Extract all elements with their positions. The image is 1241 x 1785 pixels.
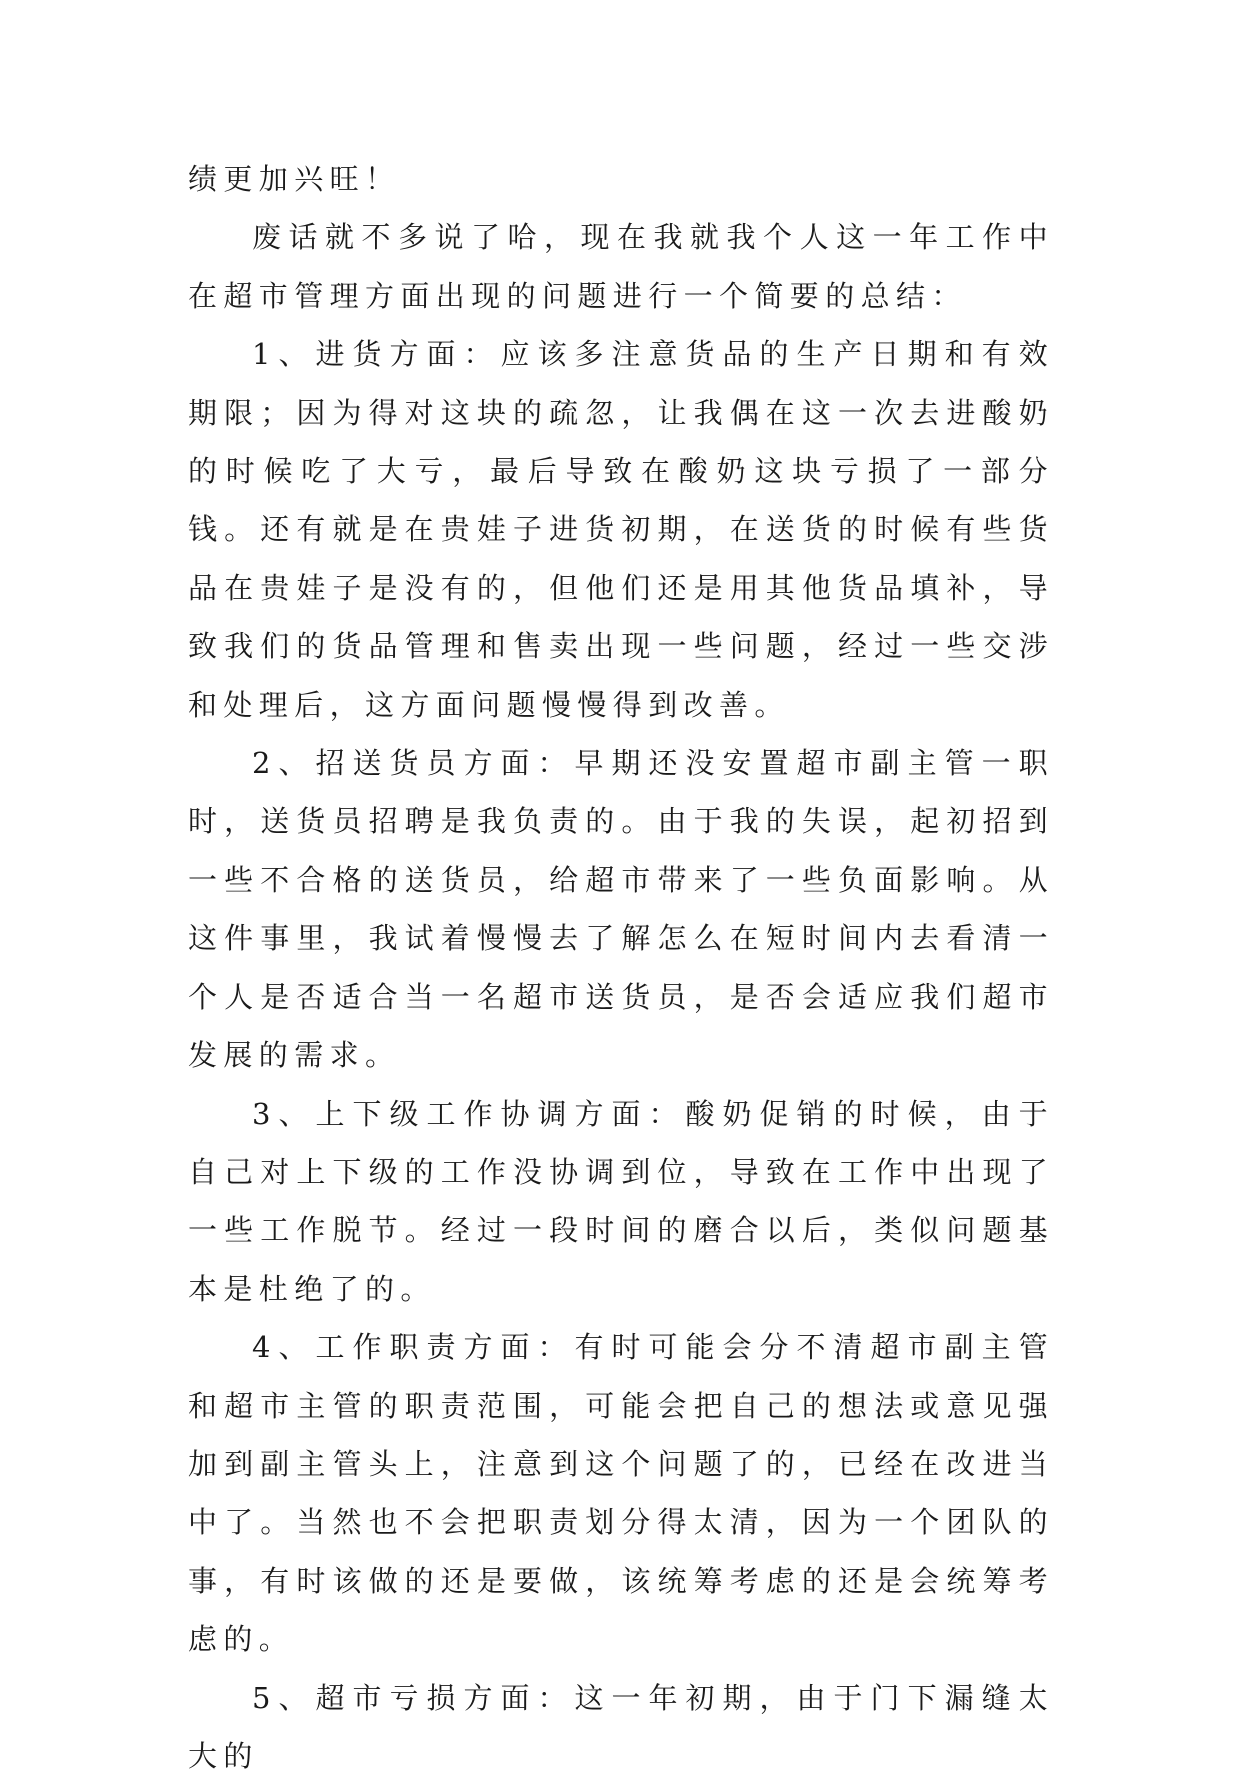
paragraph-2: 1、进货方面：应该多注意货品的生产日期和有效期限；因为得对这块的疏忽，让我偶在这一次去进酸奶的时候吃了大亏，最后导致在酸奶这块亏损了一部分钱。还有就是在贵娃子进货初期，在送货的时候有些货品在贵娃子是没有的，但他们还是用其他货品填补，导致我们的货品管理和售卖出现一些问题，经过一些交涉和处理后，这方面问题慢慢得到改善。 [188,337,1054,722]
paragraph-0: 绩更加兴旺！ [188,162,401,196]
paragraph-1: 废话就不多说了哈，现在我就我个人这一年工作中在超市管理方面出现的问题进行一个简要的总结： [188,220,1054,313]
document-page [188,150,1054,1785]
paragraph-3: 2、招送货员方面：早期还没安置超市副主管一职时，送货员招聘是我负责的。由于我的失误，起初招到一些不合格的送货员，给超市带来了一些负面影响。从这件事里，我试着慢慢去了解怎么在短时间内去看清一个人是否适合当一名超市送货员，是否会适应我们超市发展的需求。 [188,746,1054,1073]
paragraph-4: 3、上下级工作协调方面：酸奶促销的时候，由于自己对上下级的工作没协调到位，导致在工作中出现了一些工作脱节。经过一段时间的磨合以后，类似问题基本是杜绝了的。 [188,1096,1054,1306]
paragraph-5: 4、工作职责方面：有时可能会分不清超市副主管和超市主管的职责范围，可能会把自己的想法或意见强加到副主管头上，注意到这个问题了的，已经在改进当中了。当然也不会把职责划分得太清，因为一个团队的事，有时该做的还是要做，该统筹考虑的还是会统筹考虑的。 [188,1330,1054,1657]
paragraph-6: 5、超市亏损方面：这一年初期，由于门下漏缝太大的 [188,1680,1054,1773]
